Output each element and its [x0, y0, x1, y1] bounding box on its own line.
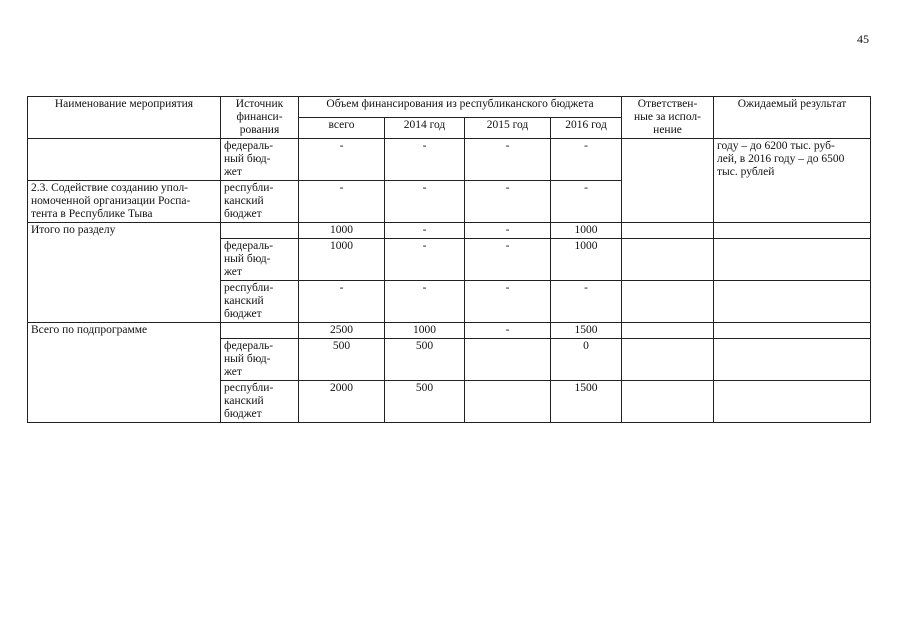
value-2015	[465, 381, 551, 423]
responsible-cell	[622, 239, 714, 281]
responsible-cell	[622, 139, 714, 223]
table-row	[28, 139, 871, 181]
value-2016: 1500	[551, 323, 622, 339]
value-2015: -	[465, 239, 551, 281]
value-2015	[465, 339, 551, 381]
value-2014: 500	[385, 339, 465, 381]
value-2015: -	[465, 281, 551, 323]
value-2014: 1000	[385, 323, 465, 339]
responsible-cell	[622, 281, 714, 323]
value-2014: -	[385, 281, 465, 323]
source-cell-empty	[221, 223, 299, 239]
expected-result-cell: году – до 6200 тыс. руб- лей, в 2016 году – до 6500 тыс. рублей	[714, 139, 871, 223]
responsible-cell	[622, 339, 714, 381]
header-2015: 2015 год	[465, 118, 551, 139]
value-2016: 1000	[551, 239, 622, 281]
value-total: 2500	[299, 323, 385, 339]
header-2014: 2014 год	[385, 118, 465, 139]
expected-result-cell	[714, 323, 871, 339]
header-responsible: Ответствен- ные за испол- нение	[622, 97, 714, 139]
sub-total-label: Всего по подпрограмме	[28, 323, 221, 423]
value-2016: 0	[551, 339, 622, 381]
header-expected: Ожидаемый результат	[714, 97, 871, 139]
source-cell: республи- канский бюджет	[221, 281, 299, 323]
responsible-cell	[622, 381, 714, 423]
value-total: 1000	[299, 239, 385, 281]
page-number: 45	[857, 32, 869, 46]
source-cell-empty	[221, 323, 299, 339]
value-2016: 1500	[551, 381, 622, 423]
table-header-row	[28, 97, 871, 118]
expected-result-cell	[714, 381, 871, 423]
value-2016: -	[551, 181, 622, 223]
value-total: -	[299, 181, 385, 223]
value-total: 1000	[299, 223, 385, 239]
expected-result-cell	[714, 239, 871, 281]
value-2014: -	[385, 239, 465, 281]
value-2016: -	[551, 139, 622, 181]
value-2015: -	[465, 323, 551, 339]
value-2014: 500	[385, 381, 465, 423]
source-cell: федераль- ный бюд- жет	[221, 139, 299, 181]
financing-table	[27, 96, 871, 423]
value-total: 2000	[299, 381, 385, 423]
header-name: Наименование мероприятия	[28, 97, 221, 139]
responsible-cell	[622, 223, 714, 239]
source-cell: федераль- ный бюд- жет	[221, 339, 299, 381]
value-2016: -	[551, 281, 622, 323]
value-total: -	[299, 281, 385, 323]
value-2014: -	[385, 139, 465, 181]
header-source: Источник финанси- рования	[221, 97, 299, 139]
value-2014: -	[385, 223, 465, 239]
table-row	[28, 323, 871, 339]
value-2014: -	[385, 181, 465, 223]
source-cell: федераль- ный бюд- жет	[221, 239, 299, 281]
responsible-cell	[622, 323, 714, 339]
item-2-3-name: 2.3. Содействие созданию упол- номоченной организации Роспа- тента в Республике Тыва	[28, 181, 221, 223]
header-total: всего	[299, 118, 385, 139]
expected-result-cell	[714, 223, 871, 239]
value-2015: -	[465, 139, 551, 181]
value-2015: -	[465, 223, 551, 239]
table-row	[28, 223, 871, 239]
section-total-label: Итого по разделу	[28, 223, 221, 323]
source-cell: республи- канский бюджет	[221, 381, 299, 423]
value-2015: -	[465, 181, 551, 223]
value-2016: 1000	[551, 223, 622, 239]
value-total: 500	[299, 339, 385, 381]
expected-result-cell	[714, 339, 871, 381]
source-cell: республи- канский бюджет	[221, 181, 299, 223]
value-total: -	[299, 139, 385, 181]
header-2016: 2016 год	[551, 118, 622, 139]
name-cell-empty	[28, 139, 221, 181]
header-volume: Объем финансирования из республиканского бюджета	[299, 97, 622, 118]
expected-result-cell	[714, 281, 871, 323]
